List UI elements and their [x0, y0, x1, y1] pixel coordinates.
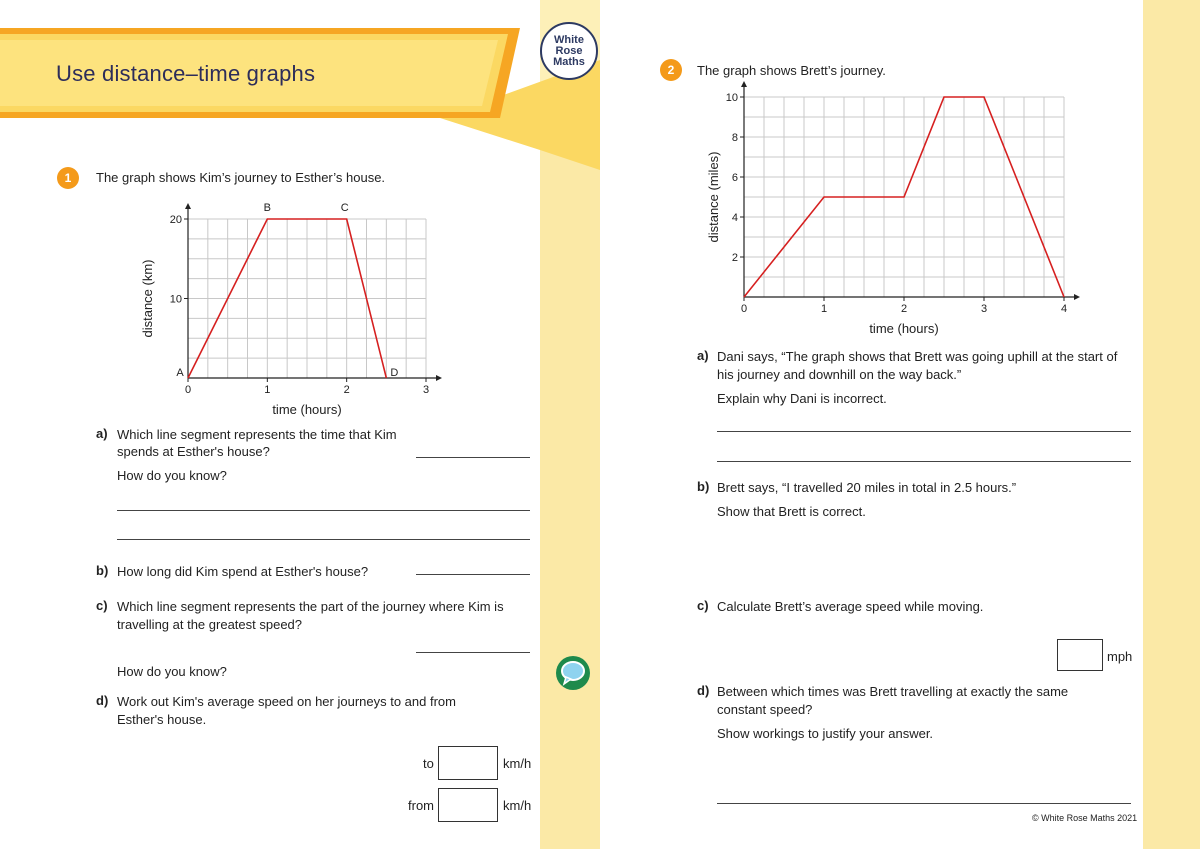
q2-part-c-label: c) [697, 598, 709, 613]
brett-chart-x-tick-1: 1 [820, 303, 828, 315]
q2-part-a-label: a) [697, 348, 709, 363]
q1d-text-line2: Esther's house. [117, 712, 207, 727]
brett-chart-x-tick-4: 4 [1060, 303, 1068, 315]
q1d-from-label: from [408, 798, 434, 813]
question-2-intro: The graph shows Brett’s journey. [697, 63, 886, 78]
brett-chart-y-axis-title: distance (miles) [706, 151, 721, 243]
brett-chart-x-axis-title: time (hours) [869, 321, 939, 336]
brett-chart-y-tick-10: 10 [725, 92, 738, 104]
brett-chart-y-tick-2: 2 [731, 252, 738, 264]
kim-chart-x-tick-0: 0 [184, 384, 192, 396]
question-1-intro: The graph shows Kim’s journey to Esther’s house. [96, 170, 386, 185]
brett-chart-x-arrow [1074, 294, 1080, 300]
q2a-text-line2: his journey and downhill on the way back.” [717, 367, 962, 382]
kim-chart-x-tick-2: 2 [343, 384, 350, 396]
kim-chart-y-tick-10: 10 [169, 293, 182, 306]
brett-chart-x-tick-3: 3 [980, 303, 988, 315]
kim-chart-x-axis-title: time (hours) [272, 402, 342, 417]
copyright-notice: © White Rose Maths 2021 [1032, 813, 1138, 823]
brett-chart-y-tick-6: 6 [731, 172, 738, 184]
q2b-text: Brett says, “I travelled 20 miles in total in 2.5 hours.” [717, 480, 1017, 495]
q1b-text: How long did Kim spend at Esther's house? [117, 564, 369, 579]
kim-chart-point-label-D: D [390, 367, 399, 379]
q1a-text-line2: spends at Esther's house? [117, 444, 270, 459]
logo-line-2: Rose [555, 44, 583, 57]
kim-chart-y-tick-20: 20 [169, 214, 182, 226]
q1c-text-line1: Which line segment represents the part of the journey where Kim is [117, 599, 504, 614]
q1-part-c-label: c) [96, 598, 108, 613]
q2d-answer-line[interactable] [717, 803, 1131, 804]
q2d-text-line2: constant speed? [717, 702, 813, 717]
q2-part-b-label: b) [697, 479, 710, 494]
question-1-number: 1 [57, 167, 79, 189]
kim-chart-y-axis-title: distance (km) [140, 259, 155, 338]
q1a-follow-up: How do you know? [117, 468, 227, 483]
q1d-from-unit: km/h [503, 798, 532, 813]
question-2-number: 2 [660, 59, 682, 81]
q2d-follow-up: Show workings to justify your answer. [717, 726, 934, 741]
q2c-unit: mph [1107, 649, 1133, 664]
q1c-text-line2: travelling at the greatest speed? [117, 617, 303, 632]
brett-chart-x-tick-2: 2 [900, 303, 908, 315]
q1-part-b-label: b) [96, 563, 109, 578]
kim-chart-x-tick-3: 3 [422, 384, 430, 396]
q1d-to-unit: km/h [503, 756, 532, 771]
q2d-text-line1: Between which times was Brett travelling at exactly the same [717, 684, 1069, 699]
logo-line-1: White [554, 33, 584, 46]
q2b-follow-up: Show that Brett is correct. [717, 504, 866, 519]
kim-chart-point-label-A: A [176, 367, 184, 379]
kim-chart-point-label-C: C [340, 202, 349, 214]
q1d-to-label: to [423, 756, 434, 771]
q2a-explain-line-1[interactable] [717, 431, 1131, 432]
q2c-text: Calculate Brett’s average speed while moving. [717, 599, 984, 614]
page-title: Use distance–time graphs [56, 61, 316, 86]
q1-part-d-label: d) [96, 693, 109, 708]
q1-part-a-label: a) [96, 426, 108, 441]
q1d-text-line1: Work out Kim's average speed on her journeys to and from [117, 694, 456, 709]
kim-chart-point-label-B: B [263, 202, 272, 214]
brett-chart-y-arrow [741, 81, 747, 87]
brett-chart-x-tick-0: 0 [740, 303, 748, 315]
brett-chart-y-tick-4: 4 [731, 212, 738, 224]
brett-chart-y-tick-8: 8 [731, 132, 738, 144]
q2-part-d-label: d) [697, 683, 710, 698]
q2a-explain-line-2[interactable] [717, 461, 1131, 462]
q2a-follow-up: Explain why Dani is incorrect. [717, 391, 887, 406]
q2c-answer-box[interactable] [1057, 639, 1103, 671]
q1a-text-line1: Which line segment represents the time that Kim [117, 427, 397, 442]
q1c-follow-up: How do you know? [117, 664, 227, 679]
logo-line-3: Maths [553, 55, 585, 68]
kim-chart-x-tick-1: 1 [264, 384, 271, 396]
q2a-text-line1: Dani says, “The graph shows that Brett was going uphill at the start of [717, 349, 1118, 364]
